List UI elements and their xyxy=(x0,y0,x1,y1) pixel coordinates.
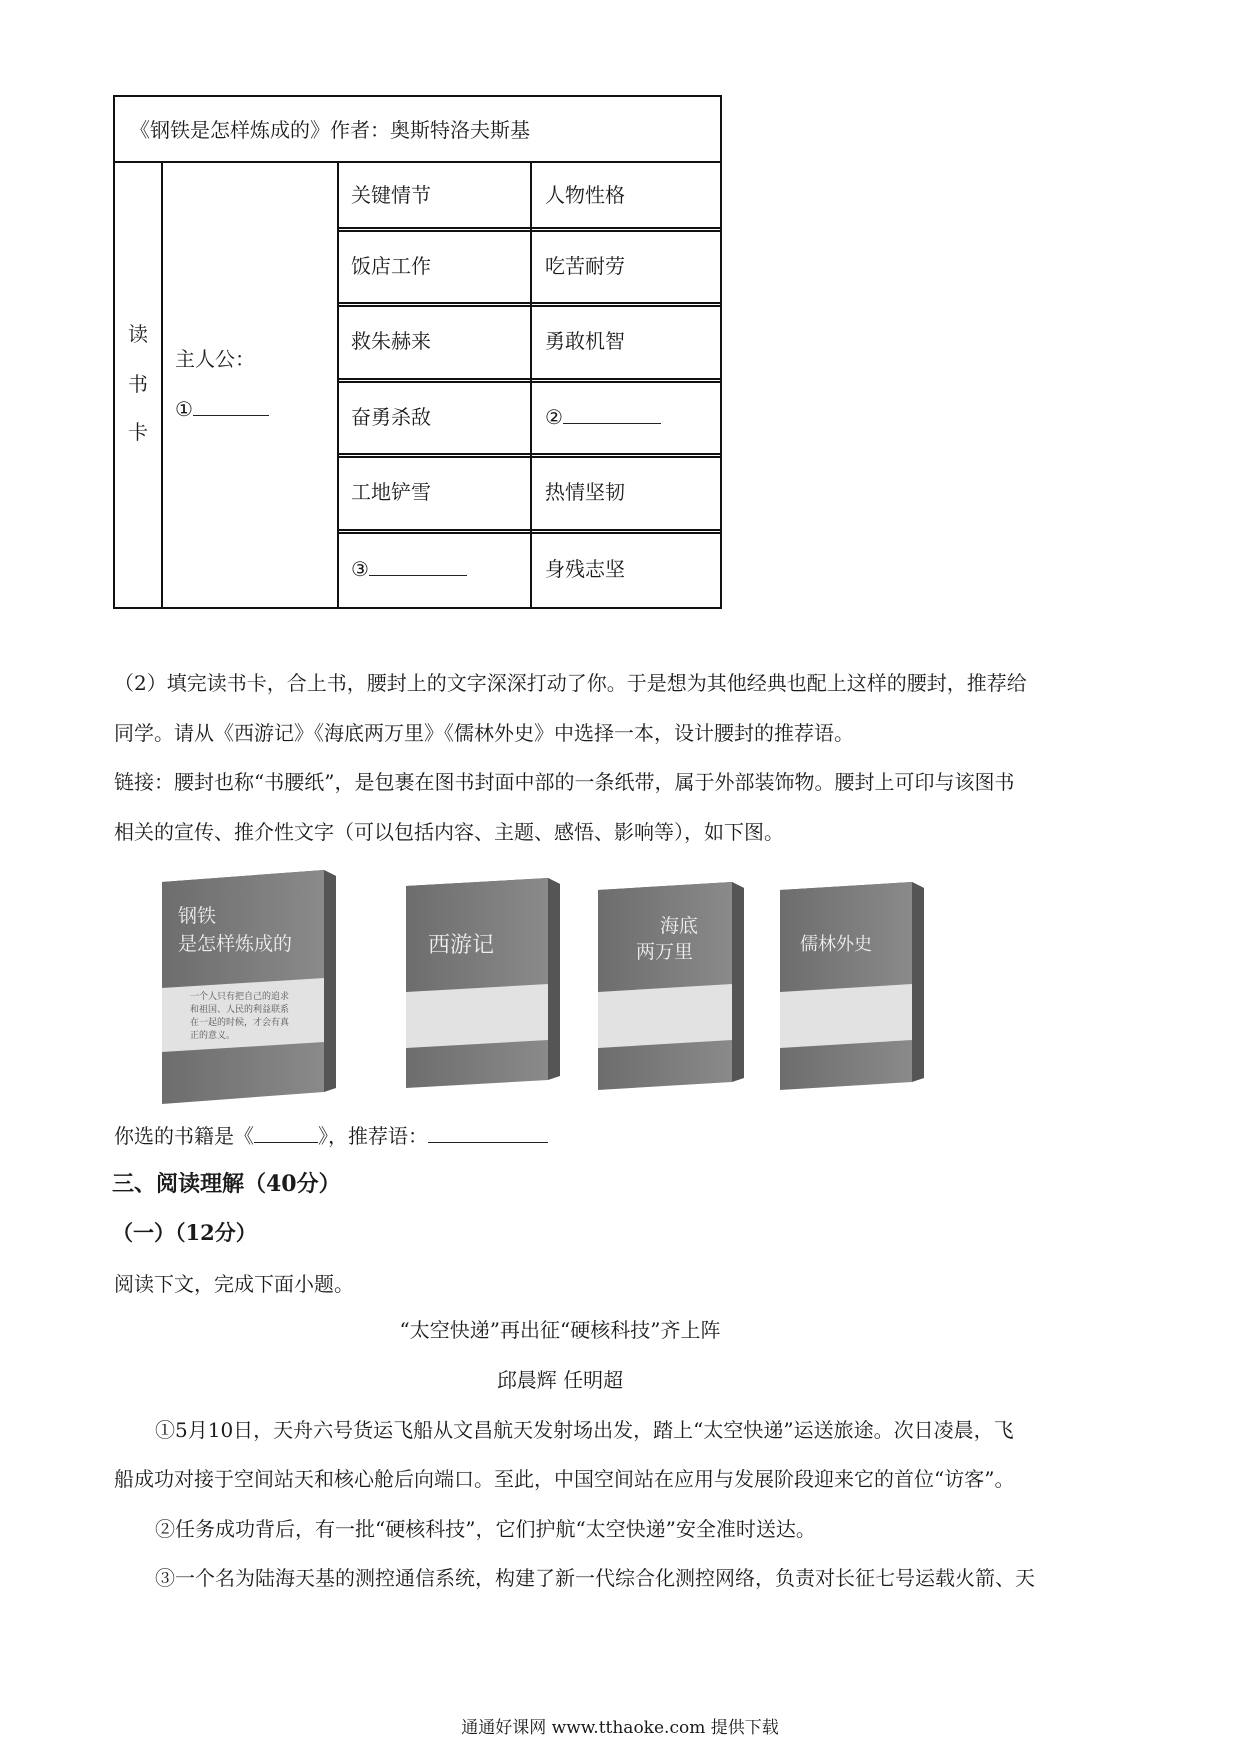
table-cell: 热情坚韧 xyxy=(545,480,625,504)
article-paragraph-2: ②任务成功背后，有一批“硬核科技”，它们护航“太空快递”安全准时送达。 xyxy=(155,1517,816,1541)
book-wrap-figure xyxy=(150,860,960,1110)
protagonist-label: 主人公： xyxy=(175,347,255,371)
book-steel xyxy=(162,870,336,1104)
article-authors: 邱晨辉 任明超 xyxy=(496,1368,624,1392)
section3-instruction: 阅读下文，完成下面小题。 xyxy=(114,1272,354,1296)
table-cell: 身残志坚 xyxy=(545,557,625,581)
col-header-character: 人物性格 xyxy=(545,183,625,207)
table-cell: 工地铲雪 xyxy=(351,480,431,504)
table-cell: 饭店工作 xyxy=(351,254,431,278)
book1-band-line1: 一个人只有把自己的追求 xyxy=(190,992,290,1002)
question2-line4: 相关的宣传、推介性文字（可以包括内容、主题、感悟、影响等），如下图。 xyxy=(114,820,784,844)
book1-band-line2: 和祖国、人民的利益联系 xyxy=(190,1005,290,1015)
book2-title: 西游记 xyxy=(428,933,495,958)
section3-heading: 三、阅读理解（40分） xyxy=(112,1171,341,1197)
article-paragraph-1-line2: 船成功对接于空间站天和核心舱后向端口。至此，中国空间站在应用与发展阶段迎来它的首位“访客”。 xyxy=(114,1467,1015,1491)
card-header: 《钢铁是怎样炼成的》作者：奥斯特洛夫斯基 xyxy=(130,118,530,142)
question2-line3: 链接：腰封也称“书腰纸”，是包裹在图书封面中部的一条纸带，属于外部装饰物。腰封上可印与该图书 xyxy=(114,770,1015,794)
book3-title-line2: 两万里 xyxy=(636,941,694,963)
book1-title-line1: 钢铁 xyxy=(178,905,217,927)
book3-title-line1: 海底 xyxy=(660,915,699,937)
col-header-plot: 关键情节 xyxy=(351,183,431,207)
book-choice-answer[interactable]: 你选的书籍是《 》，推荐语： xyxy=(114,1124,548,1148)
card-side-label-3: 卡 xyxy=(128,420,148,444)
table-cell: 救朱赫来 xyxy=(351,329,431,353)
article-paragraph-3: ③一个名为陆海天基的测控通信系统，构建了新一代综合化测控网络，负责对长征七号运载火箭、天 xyxy=(155,1566,1035,1590)
book4-title: 儒林外史 xyxy=(800,934,872,955)
book1-title-line2: 是怎样炼成的 xyxy=(178,933,293,955)
table-cell: 勇敢机智 xyxy=(545,329,625,353)
protagonist-answer[interactable]: ① xyxy=(175,397,269,421)
article-title: “太空快递”再出征“硬核科技”齐上阵 xyxy=(399,1318,721,1342)
question2-line1: （2）填完读书卡，合上书，腰封上的文字深深打动了你。于是想为其他经典也配上这样的腰封，推荐给 xyxy=(114,671,1027,695)
footer-text: 通通好课网 www.tthaoke.com 提供下载 xyxy=(461,1718,779,1738)
question2-line2: 同学。请从《西游记》《海底两万里》《儒林外史》中选择一本，设计腰封的推荐语。 xyxy=(114,721,854,745)
answer-blank-2[interactable]: ② xyxy=(545,405,661,429)
article-paragraph-1-line1: ①5月10日，天舟六号货运飞船从文昌航天发射场出发，踏上“太空快递”运送旅途。次日凌晨，飞 xyxy=(155,1418,1014,1442)
book1-band-line3: 在一起的时候，才会有真 xyxy=(190,1018,290,1028)
book1-band-line4: 正的意义。 xyxy=(190,1031,236,1041)
book-journey-west xyxy=(406,878,560,1088)
answer-blank-3[interactable]: ③ xyxy=(351,557,467,581)
table-cell: 吃苦耐劳 xyxy=(545,254,625,278)
card-side-label-2: 书 xyxy=(128,372,148,396)
book-twenty-thousand-leagues xyxy=(598,882,744,1090)
book-scholars xyxy=(780,882,924,1090)
card-side-label-1: 读 xyxy=(128,322,148,346)
table-cell: 奋勇杀敌 xyxy=(351,405,431,429)
section3-subheading: （一）（12分） xyxy=(112,1220,257,1245)
